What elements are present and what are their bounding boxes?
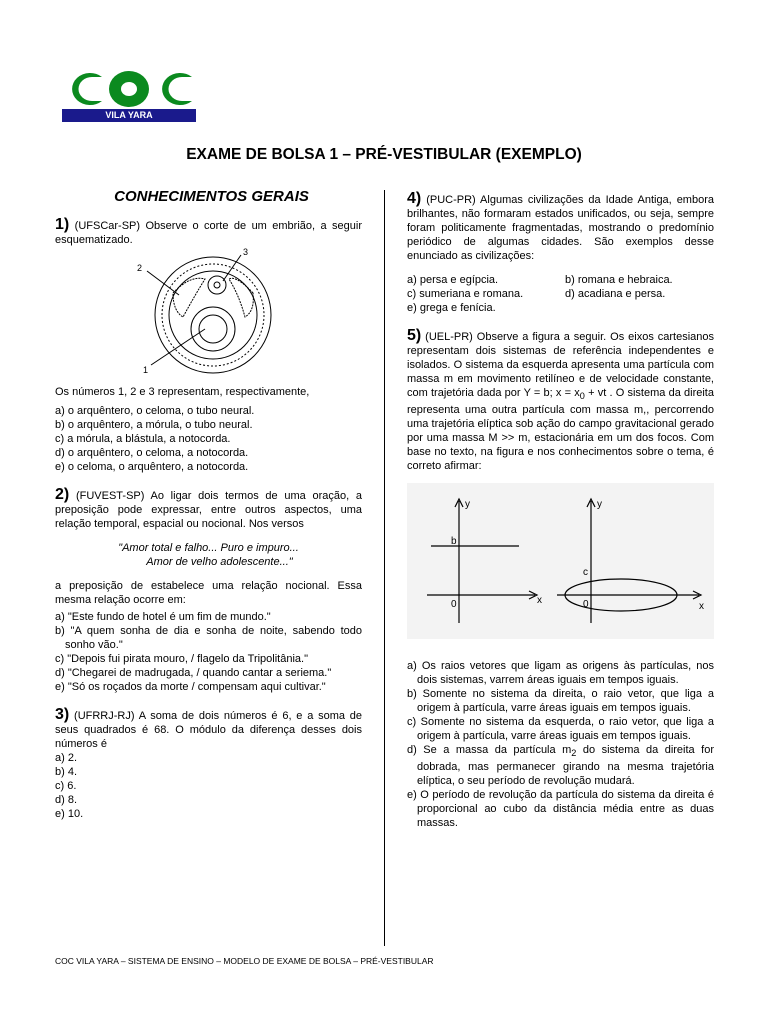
- question-2-text: (FUVEST-SP) Ao ligar dois termos de uma oração, a preposição pode expressar, entre outros aspectos, uma relação temporal, espacial ou nocional. Nos versos: [55, 490, 362, 530]
- question-5-number: 5): [407, 327, 422, 344]
- q5-option-b[interactable]: b) Somente no sistema da direita, o raio vetor, que liga a origem à partícula, varre áreas iguais em tempos iguais.: [407, 688, 714, 715]
- q5-option-d-text: d) Se a massa da partícula m: [407, 744, 572, 757]
- right-column: [407, 192, 714, 830]
- question-4-header: [407, 192, 714, 263]
- exam-title: EXAME DE BOLSA 1 – PRÉ-VESTIBULAR (EXEMPLO): [186, 146, 582, 163]
- question-5-options: [407, 659, 714, 830]
- q2-option-d[interactable]: d) "Chegarei de madrugada, / quando cantar a seriema.": [55, 667, 332, 679]
- section-title: CONHECIMENTOS GERAIS: [114, 188, 309, 205]
- question-5-text-cont: + vt . O sistema da direita representa uma outra partícula com massa m,, percorrendo uma trajetória elíptica sob ação do campo gravitacional gerado por uma massa M >> m, estacionária em um dos focos. Com base no texto, na figura e nos conhecimentos sobre o tema, é correto afirmar:: [407, 387, 714, 473]
- label-c: c: [583, 567, 588, 579]
- question-4-options: [407, 273, 714, 315]
- q5-option-d[interactable]: [407, 743, 714, 788]
- figure-label-2: 2: [137, 263, 143, 273]
- column-divider: [384, 190, 385, 946]
- coc-logo: [62, 69, 196, 123]
- q3-option-c[interactable]: c) 6.: [55, 780, 77, 792]
- q4-option-a[interactable]: a) persa e egípcia.: [407, 274, 499, 286]
- q2-option-b[interactable]: b) "A quem sonha de dia e sonha de noite, sabendo todo sonho vão.": [55, 625, 362, 651]
- logo-subtitle: VILA YARA: [105, 110, 153, 120]
- right-origin-label: 0: [583, 599, 589, 611]
- verse-line-2: Amor de velho adolescente...": [146, 556, 293, 568]
- question-1-header: [55, 218, 362, 247]
- q3-option-e[interactable]: e) 10.: [55, 808, 84, 820]
- question-2-options: [55, 610, 362, 694]
- q5-option-d-subscript: 2: [571, 748, 577, 759]
- question-1-number: 1): [55, 216, 70, 233]
- left-axis-y-label: y: [465, 499, 470, 511]
- figure-label-3: 3: [243, 247, 249, 257]
- label-b: b: [451, 536, 457, 548]
- left-column: [55, 190, 362, 821]
- q5-option-a[interactable]: a) Os raios vetores que ligam as origens às partículas, nos dois sistemas, varrem áreas iguais em tempos iguais.: [407, 660, 714, 687]
- q2-option-c[interactable]: c) "Depois fui pirata mouro, / flagelo da Tripolitânia.": [55, 653, 308, 665]
- axes-diagram: [407, 483, 714, 639]
- q4-option-e[interactable]: e) grega e fenícia.: [407, 302, 496, 314]
- question-4-text: (PUC-PR) Algumas civilizações da Idade Antiga, embora brilhantes, não formaram estados unificados, ou seja, sempre foram politicamente fragmentadas, mostrando o predomínio periódico de algumas cidades. São exemplos desse enunciado as civilizações:: [407, 194, 714, 262]
- verse-line-1: "Amor total e falho... Puro e impuro...: [118, 542, 299, 554]
- question-3-text: (UFRRJ-RJ) A soma de dois números é 6, e a soma de seus quadrados é 68. O módulo da diferença desses dois números é: [55, 710, 363, 750]
- page-footer: COC VILA YARA – SISTEMA DE ENSINO – MODELO DE EXAME DE BOLSA – PRÉ-VESTIBULAR: [55, 956, 434, 966]
- q5-option-c[interactable]: c) Somente no sistema da esquerda, o raio vetor, que liga a origem à partícula, varre áreas iguais em tempos iguais.: [407, 716, 714, 743]
- left-axis-x-label: x: [537, 595, 542, 607]
- question-2-header: [55, 488, 362, 531]
- embryo-figure: [55, 247, 362, 385]
- q1-option-a[interactable]: a) o arquêntero, o celoma, o tubo neural.: [55, 405, 255, 417]
- question-5-text: (UEL-PR) Observe a figura a seguir. Os eixos cartesianos representam dois sistemas de referência independentes e isolados. O sistema da esquerda apresenta uma partícula com massa m em movimento retilíneo e de velocidade constante, com trajetória dada por Y = b; x = x: [407, 331, 714, 399]
- q4-option-c[interactable]: c) sumeriana e romana.: [407, 288, 524, 300]
- question-2-number: 2): [55, 486, 70, 503]
- right-axis-y-label: y: [597, 499, 602, 511]
- q1-option-e[interactable]: e) o celoma, o arquêntero, a notocorda.: [55, 461, 249, 473]
- left-origin-label: 0: [451, 599, 457, 611]
- embryo-diagram: [55, 247, 362, 385]
- question-3-number: 3): [55, 706, 70, 723]
- q3-option-b[interactable]: b) 4.: [55, 766, 78, 778]
- question-4-number: 4): [407, 190, 422, 207]
- q5-option-d-text-cont: do sistema da direita for dobrada, mas permanecer girando na mesma trajetória elíptica, o seu período de revolução mudará.: [417, 744, 714, 788]
- q1-option-d[interactable]: d) o arquêntero, o celoma, a notocorda.: [55, 447, 249, 459]
- q3-option-d[interactable]: d) 8.: [55, 794, 78, 806]
- q4-option-d[interactable]: d) acadiana e persa.: [565, 288, 666, 300]
- logo-subtitle-band: [62, 109, 196, 122]
- question-3-options: [55, 751, 362, 821]
- question-1-text: (UFSCar-SP) Observe o corte de um embrião, a seguir esquematizado.: [55, 220, 363, 246]
- question-3-header: [55, 708, 362, 751]
- coc-letters-graphic: [62, 69, 196, 109]
- question-1-options: [55, 404, 362, 474]
- q2-option-e[interactable]: e) "Só os roçados da morte / compensam aqui cultivar.": [55, 681, 326, 693]
- q4-option-b[interactable]: b) romana e hebraica.: [565, 274, 673, 286]
- right-axis-x-label: x: [699, 601, 704, 613]
- axes-figure: [407, 483, 714, 639]
- q5-option-e[interactable]: e) O período de revolução da partícula do sistema da direita é proporcional ao cubo da distância média entre as duas massas.: [407, 789, 714, 830]
- q1-option-c[interactable]: c) a mórula, a blástula, a notocorda.: [55, 433, 231, 445]
- figure-label-1: 1: [143, 365, 149, 375]
- q3-option-a[interactable]: a) 2.: [55, 752, 78, 764]
- question-5-header: [407, 329, 714, 473]
- question-2-verses: [55, 541, 362, 569]
- q1-option-b[interactable]: b) o arquêntero, a mórula, o tubo neural.: [55, 419, 253, 431]
- q2-option-a[interactable]: a) "Este fundo de hotel é um fim de mundo.": [55, 611, 271, 623]
- question-1-prompt: Os números 1, 2 e 3 representam, respectivamente,: [55, 386, 310, 398]
- question-2-prompt: a preposição de estabelece uma relação nocional. Essa mesma relação ocorre em:: [55, 580, 362, 606]
- question-5-subscript: 0: [579, 391, 585, 402]
